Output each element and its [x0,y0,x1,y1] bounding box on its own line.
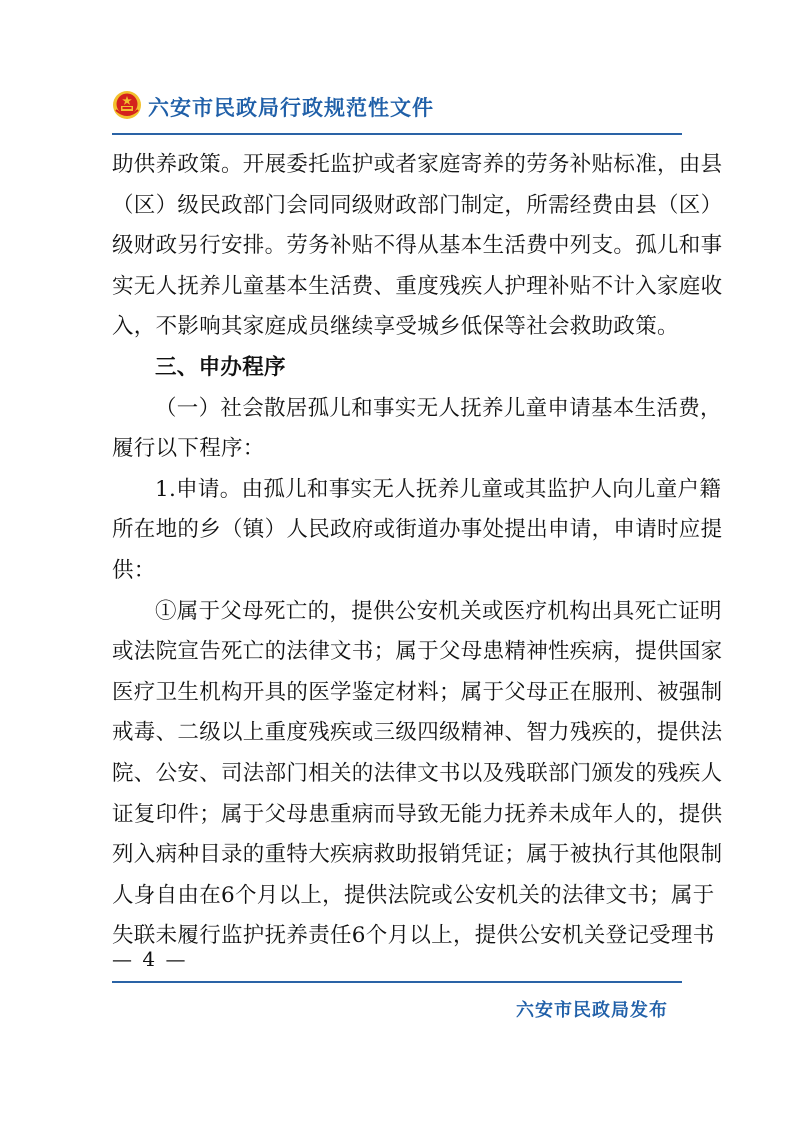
publisher-label: 六安市民政局发布 [516,1000,668,1021]
header-title: 六安市民政局行政规范性文件 [148,96,434,120]
page-number: — 4 — [112,947,188,971]
paragraph-line: 失联未履行监护抚养责任6个月以上，提供公安机关登记受理书 [112,923,715,949]
paragraph-line: 1.申请。由孤儿和事实无人抚养儿童或其监护人向儿童户籍 [155,476,722,502]
paragraph-line: 助供养政策。开展委托监护或者家庭寄养的劳务补贴标准，由县 [112,152,723,177]
footer-divider [112,981,682,983]
paragraph-line: 院、公安、司法部门相关的法律文书以及残联部门颁发的残疾人 [112,760,723,786]
paragraph-line: ①属于父母死亡的，提供公安机关或医疗机构出具死亡证明 [155,598,722,624]
paragraph-line: 医疗卫生机构开具的医学鉴定材料；属于父母正在服刑、被强制 [112,679,723,705]
section-heading: 三、申办程序 [155,354,286,380]
paragraph-line: 入，不影响其家庭成员继续享受城乡低保等社会救助政策。 [112,314,679,340]
paragraph-line: 履行以下程序： [112,436,265,462]
paragraph-line: 证复印件；属于父母患重病而导致无能力抚养未成年人的，提供 [112,801,723,827]
paragraph-line: 级财政另行安排。劳务补贴不得从基本生活费中列支。孤儿和事 [112,233,723,259]
national-emblem-icon [112,90,142,120]
header-divider [112,133,682,135]
paragraph-line: 实无人抚养儿童基本生活费、重度残疾人护理补贴不计入家庭收 [112,273,723,299]
paragraph-line: 或法院宣告死亡的法律文书；属于父母患精神性疾病，提供国家 [112,639,723,665]
paragraph-line: 列入病种目录的重特大疾病救助报销凭证；属于被执行其他限制 [112,842,723,868]
paragraph-line: （一）社会散居孤儿和事实无人抚养儿童申请基本生活费， [155,395,722,421]
paragraph-line: 所在地的乡（镇）人民政府或街道办事处提出申请，申请时应提 [112,517,723,543]
paragraph-line: 戒毒、二级以上重度残疾或三级四级精神、智力残疾的，提供法 [112,720,723,746]
paragraph-line: 人身自由在6个月以上，提供法院或公安机关的法律文书；属于 [112,882,715,908]
paragraph-line: 供： [112,557,156,583]
document-header [112,88,682,128]
document-body [112,145,723,957]
paragraph-line: （区）级民政部门会同同级财政部门制定，所需经费由县（区） [112,192,723,218]
